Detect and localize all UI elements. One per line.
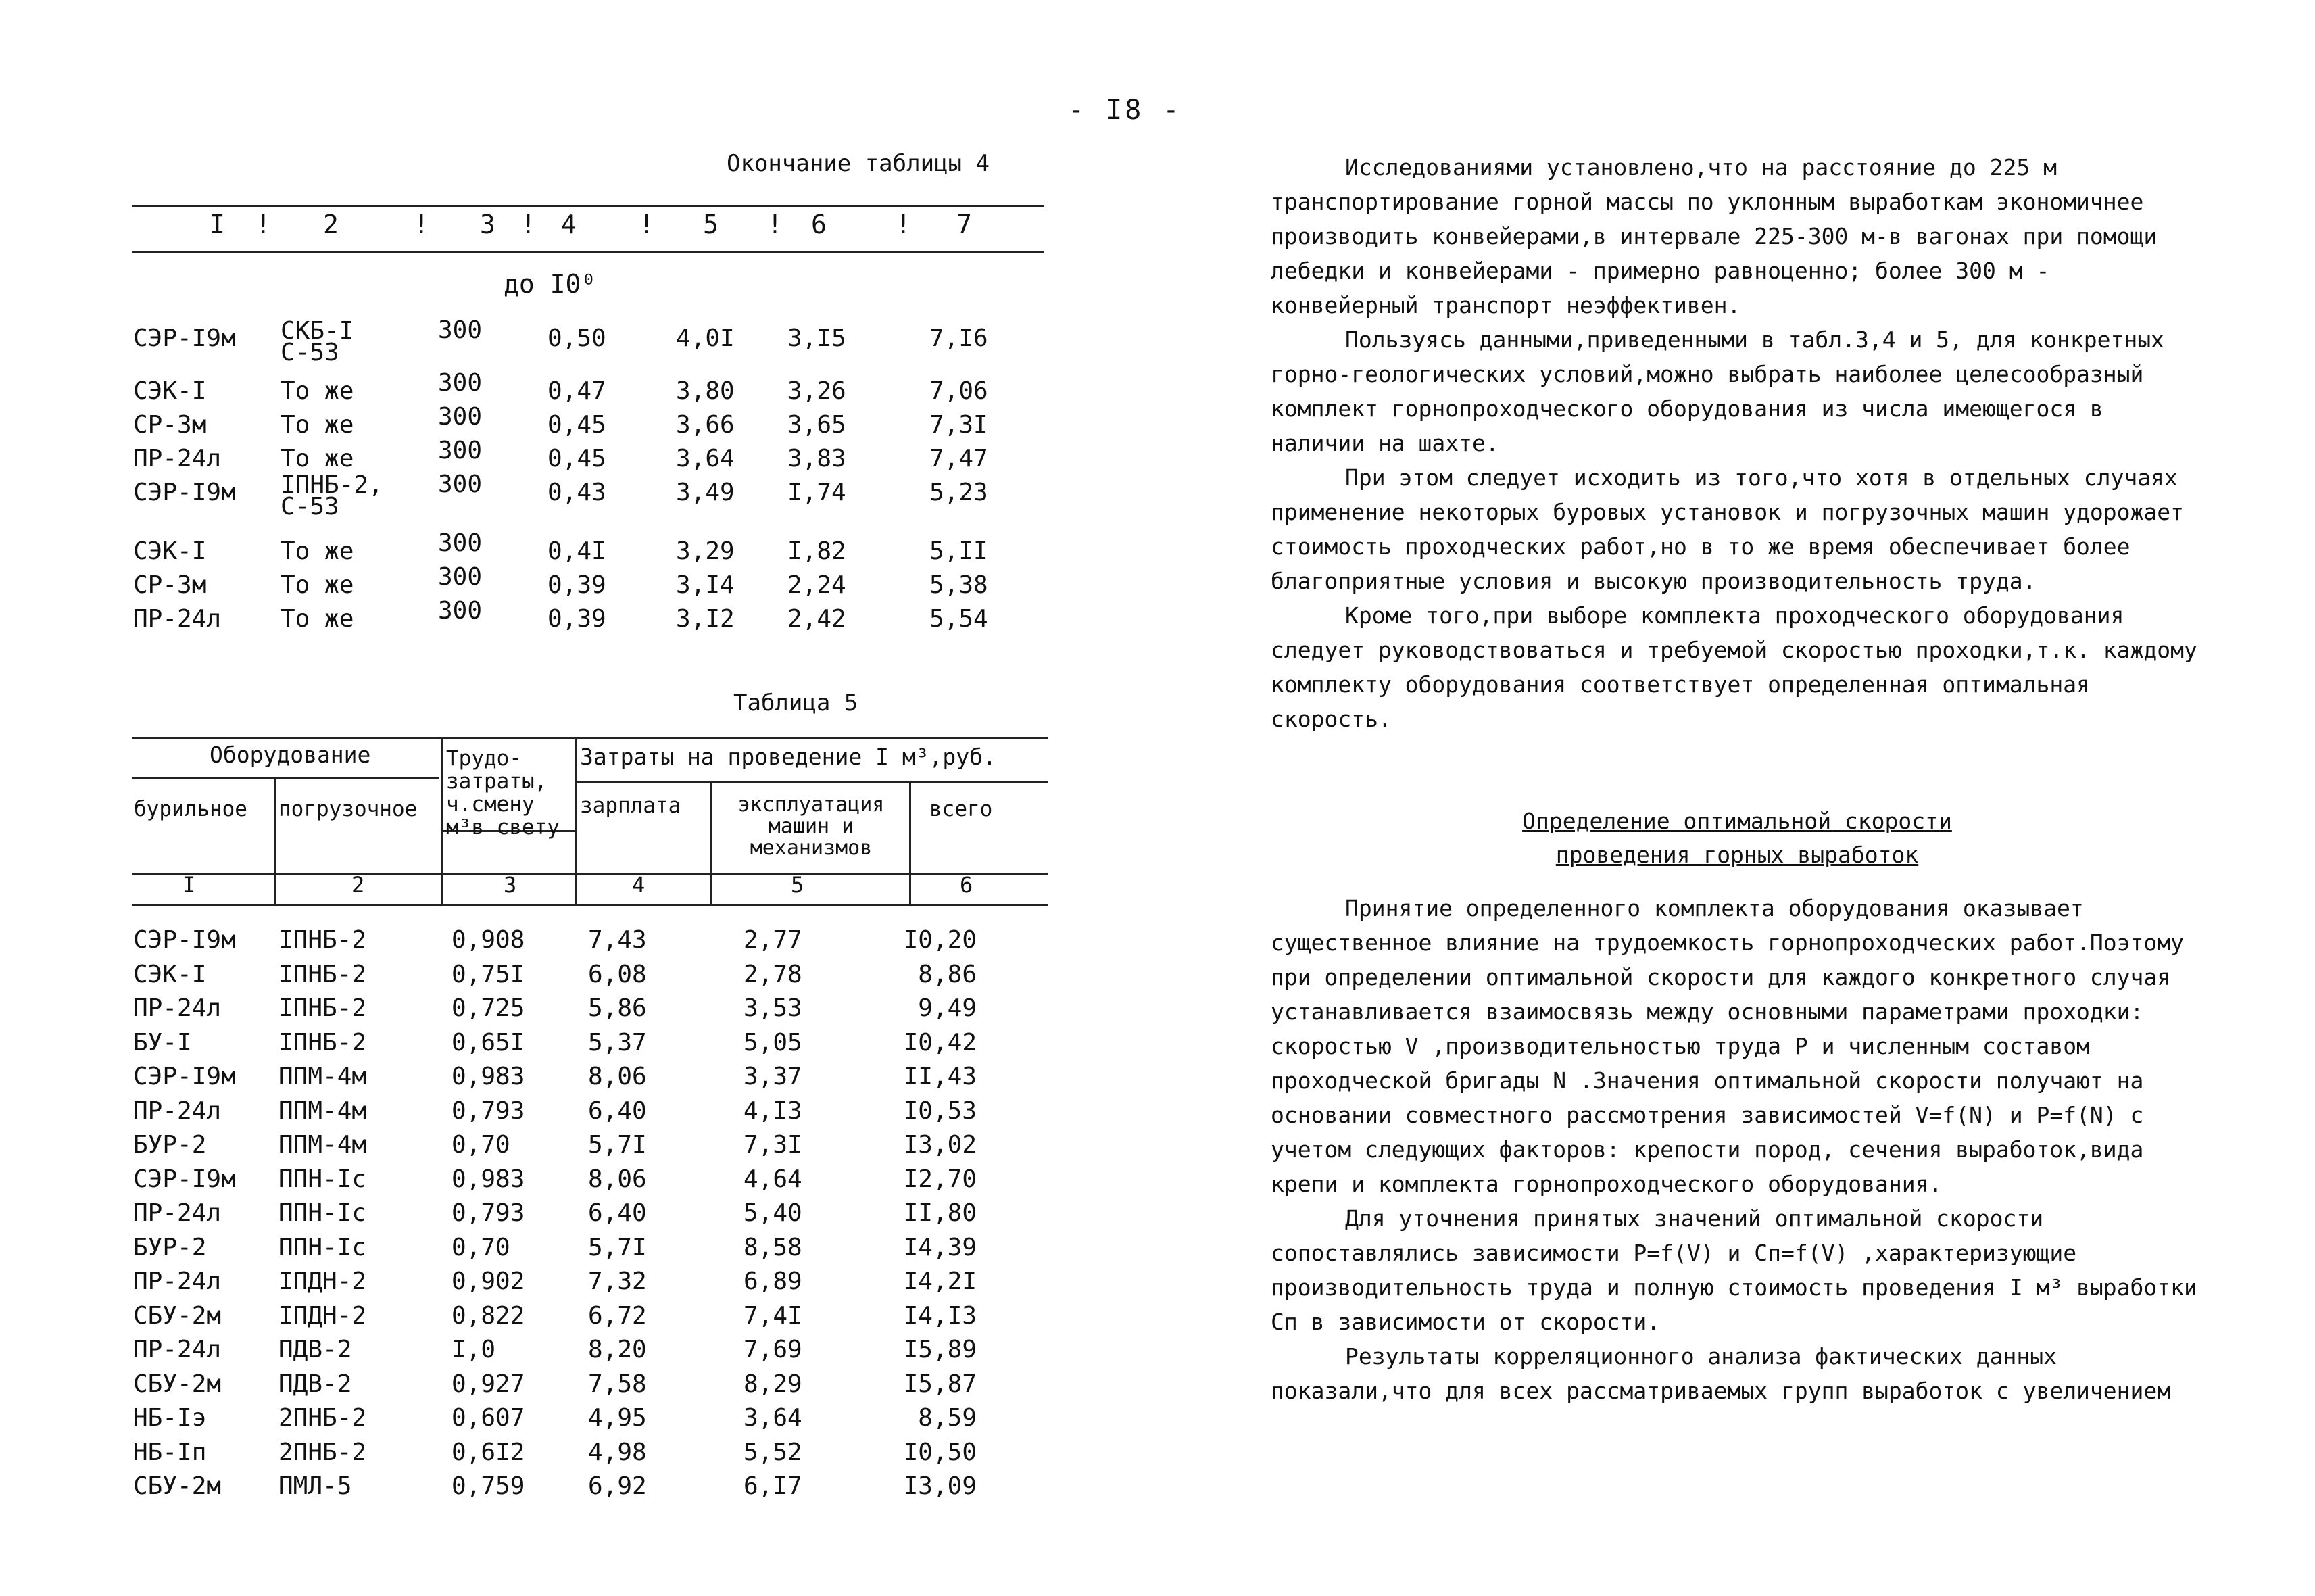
table5-cell: 0,759	[452, 1472, 525, 1500]
table5-cell: 5,40	[744, 1199, 802, 1227]
table5-cell: ППН-Iс	[278, 1233, 367, 1261]
table5-cell: 0,793	[452, 1096, 525, 1125]
table4-cell: 2,42	[787, 605, 846, 633]
table5-column-number: 6	[960, 872, 973, 898]
paragraph: При этом следует исходить из того,что хотя в отдельных случаях применение некоторых буровых установок и погрузочных машин удорожает стоимость проходческих работ,но в то же время обеспечивает более благоприятные условия и высокую производительность труда.	[1271, 464, 2185, 594]
table4-cell: 0,50	[547, 324, 606, 352]
table5-cell: IПНБ-2	[278, 1028, 367, 1057]
table4-cell: То же	[281, 537, 354, 565]
table5-cell: 4,I3	[744, 1096, 802, 1125]
table4-cell: 5,54	[929, 605, 988, 633]
table5-cell: I2,70	[903, 1165, 977, 1193]
paragraph: Пользуясь данными,приведенными в табл.3,4 и 5, для конкретных горно-геологических условий,можно выбрать наиболее целесообразный комплект горнопроходческого оборудования из числа имеющегося в наличии на шахте.	[1271, 327, 2164, 456]
table4-cell: 5,38	[929, 571, 988, 599]
table5-cell: ППМ-4м	[278, 1063, 367, 1090]
table4-header-separator: !	[414, 210, 429, 239]
table5-cell: 5,37	[588, 1028, 647, 1057]
table5-cell: 8,29	[744, 1370, 802, 1398]
table5-cell: 5,86	[588, 994, 647, 1022]
table5-cell: I3,09	[903, 1472, 977, 1500]
table5-hdr-total: всего	[929, 797, 993, 821]
table5-cell: 0,822	[452, 1301, 525, 1330]
table5-cell: 7,43	[588, 926, 647, 954]
table5-cell: IПДН-2	[278, 1267, 367, 1295]
table5-cell: 0,65I	[452, 1028, 525, 1057]
table5-cell: ПР-24л	[133, 1096, 222, 1125]
table4-cell: 300	[438, 316, 483, 344]
table4-cell: 3,I5	[787, 324, 846, 352]
table5-cell: I0,20	[903, 926, 977, 954]
table5-cell: СБУ-2м	[133, 1370, 222, 1398]
table5-cell: 8,06	[588, 1165, 647, 1193]
table4-cell: 3,64	[676, 445, 735, 473]
table4-cell: 5,23	[929, 479, 988, 506]
table5-cell: 4,64	[744, 1165, 802, 1193]
table5-cell: БУР-2	[133, 1131, 207, 1159]
table5-cell: IПНБ-2	[278, 994, 367, 1022]
table4-cell: ПР-24л	[133, 445, 222, 473]
table5-cell: 8,20	[588, 1336, 647, 1363]
table5-cell: I0,50	[903, 1438, 977, 1466]
table5-cell: НБ-Iп	[133, 1438, 207, 1466]
table5-cell: 6,40	[588, 1199, 647, 1227]
table4-top-rule	[132, 205, 1044, 207]
table4-header-cell: 6	[811, 210, 827, 239]
table5-column-number: I	[182, 872, 196, 898]
table4-cell: I,82	[787, 537, 846, 565]
table5-hdr-labor: Трудо-затраты, ч.смену м³в свету	[446, 746, 560, 840]
table4-cell: 0,39	[547, 571, 606, 599]
table4-header-separator: !	[255, 210, 271, 239]
table5-cell: 0,983	[452, 1165, 525, 1193]
table5-cell: 7,4I	[744, 1301, 802, 1330]
table5-hdr-wage: зарплата	[580, 794, 681, 818]
table5-cell: 0,75I	[452, 960, 525, 988]
table5-cell: 7,58	[588, 1370, 647, 1398]
table4-cell: 300	[438, 563, 483, 591]
table4-cell: 300	[438, 369, 483, 397]
table4-cell: То же	[281, 605, 354, 633]
table4-cell: 7,I6	[929, 324, 988, 352]
table4-cell: 0,43	[547, 479, 606, 506]
table5-hdr-costs: Затраты на проведение I м³,руб.	[580, 744, 996, 770]
table5-cell: 7,69	[744, 1336, 802, 1363]
table4-cell: СЭК-I	[133, 377, 207, 405]
table5-cell: ПР-24л	[133, 994, 222, 1022]
table5-cell: 2ПНБ-2	[278, 1438, 367, 1466]
table4-cell: 0,47	[547, 377, 606, 405]
table4-cell: 0,39	[547, 605, 606, 633]
table4-header-separator: !	[767, 210, 783, 239]
table5-cell: II,43	[903, 1063, 977, 1090]
table5-cell: I4,39	[903, 1233, 977, 1261]
table5-cell: I5,87	[903, 1370, 977, 1398]
table5-cell: IПНБ-2	[278, 960, 367, 988]
table5-cell: БУР-2	[133, 1233, 207, 1261]
table4-cell: 7,06	[929, 377, 988, 405]
table4-cell: 5,II	[929, 537, 988, 565]
table5-cell: IПДН-2	[278, 1301, 367, 1330]
table4-header-cell: 7	[956, 210, 972, 239]
table5-cell: 5,05	[744, 1028, 802, 1057]
table5-cell: 2,78	[744, 960, 802, 988]
paragraph: Для уточнения принятых значений оптимальной скорости сопоставлялись зависимости P=f(V) и Cп=f(V) ,характеризующие производительность труда и полную стоимость проведения I м³ выработки Cп в зависимости от скорости.	[1271, 1205, 2197, 1335]
table5-cell: 2ПНБ-2	[278, 1404, 367, 1432]
table5-cell: ПМЛ-5	[278, 1472, 352, 1500]
table5-cell: 7,3I	[744, 1131, 802, 1159]
table5-cell: 8,58	[744, 1233, 802, 1261]
table4-cell: СЭР-I9м	[133, 479, 236, 506]
table5-cell: 0,725	[452, 994, 525, 1022]
table4-cell: 300	[438, 437, 483, 464]
table5-cell: 8,59	[918, 1404, 977, 1432]
table5-hdr-drill: бурильное	[134, 797, 247, 821]
table5-cell: 8,86	[918, 960, 977, 988]
table5-cell: ПДВ-2	[278, 1336, 352, 1363]
table5-cell: IПНБ-2	[278, 926, 367, 954]
table5-cell: 0,908	[452, 926, 525, 954]
table4-cell: СР-3м	[133, 411, 207, 439]
table4-cell: СКБ-I С-53	[281, 317, 354, 366]
table5-column-number: 5	[791, 872, 804, 898]
table4-cell: СР-3м	[133, 571, 207, 599]
table5-cell: I4,2I	[903, 1267, 977, 1295]
table4-header-separator: !	[520, 210, 536, 239]
table4-cell: 7,47	[929, 445, 988, 473]
table5-cell: 6,89	[744, 1267, 802, 1295]
table5-cell: ППМ-4м	[278, 1096, 367, 1125]
table4-cell: 3,I4	[676, 571, 735, 599]
table5-cell: БУ-I	[133, 1028, 192, 1057]
table5-cell: 5,7I	[588, 1233, 647, 1261]
table5-cell: 6,72	[588, 1301, 647, 1330]
table5-cell: 0,927	[452, 1370, 525, 1398]
table4-cell: ПР-24л	[133, 605, 222, 633]
table4-cell: 300	[438, 597, 483, 625]
table4-cell: То же	[281, 571, 354, 599]
table5-cell: ПР-24л	[133, 1336, 222, 1363]
table4-header-separator: !	[639, 210, 654, 239]
table4-cell: 7,3I	[929, 411, 988, 439]
table4-cell: 300	[438, 470, 483, 498]
table5-cell: СЭР-I9м	[133, 1063, 236, 1090]
body-text-top	[1271, 150, 2203, 736]
table4-cell: 300	[438, 403, 483, 431]
table5-cell: 9,49	[918, 994, 977, 1022]
table5-cell: 5,52	[744, 1438, 802, 1466]
table5-cell: 5,7I	[588, 1131, 647, 1159]
table5-cell: ПР-24л	[133, 1199, 222, 1227]
table4-cell: 3,29	[676, 537, 735, 565]
table5-cell: ПР-24л	[133, 1267, 222, 1295]
table5-cell: СБУ-2м	[133, 1301, 222, 1330]
table5-cell: 0,70	[452, 1233, 510, 1261]
table5-cell: 7,32	[588, 1267, 647, 1295]
table5-cell: 3,53	[744, 994, 802, 1022]
section-heading-line: Определение оптимальной скорости	[1522, 808, 1952, 834]
table4-cell: СЭК-I	[133, 537, 207, 565]
table4-cell: То же	[281, 411, 354, 439]
table4-cell: То же	[281, 377, 354, 405]
table5-cell: ППМ-4м	[278, 1131, 367, 1159]
table5-cell: 0,983	[452, 1063, 525, 1090]
table5-cell: ППН-Iс	[278, 1199, 367, 1227]
table4-cell: 3,49	[676, 479, 735, 506]
table5-cell: 6,08	[588, 960, 647, 988]
table4-cell: 3,65	[787, 411, 846, 439]
table4-cell: 3,66	[676, 411, 735, 439]
table4-header-cell: 4	[561, 210, 577, 239]
table5-column-number: 4	[632, 872, 645, 898]
paragraph: Принятие определенного комплекта оборудования оказывает существенное влияние на трудоемкость горнопроходческих работ.Поэтому при определении оптимальной скорости для каждого конкретного случая устанавливается взаимосвязь между основными параметрами проходки: скоростью V ,производительностью труда P и численным составом проходческой бригады N .Значения оптимальной скорости получают на основании совместного рассмотрения зависимостей V=f(N) и P=f(N) с учетом следующих факторов: крепости пород, сечения выработок,вида крепи и комплекта горнопроходческого оборудования.	[1271, 895, 2185, 1197]
section-heading	[1271, 804, 2203, 872]
table5-cell: 4,95	[588, 1404, 647, 1432]
table4-cell: 0,45	[547, 411, 606, 439]
table5-cell: НБ-Iэ	[133, 1404, 207, 1432]
table5-cell: I3,02	[903, 1131, 977, 1159]
table5-cell: II,80	[903, 1199, 977, 1227]
table5-cell: I4,I3	[903, 1301, 977, 1330]
table4-cell: 300	[438, 529, 483, 557]
table5-hdr-equipment: Оборудование	[210, 742, 371, 768]
table4-header-cell: 3	[480, 210, 495, 239]
body-text-bottom	[1271, 891, 2203, 1408]
table4-header-separator: !	[896, 210, 911, 239]
table4-header-cell: 5	[703, 210, 718, 239]
table4-cell: 3,I2	[676, 605, 735, 633]
table4-cell: 3,26	[787, 377, 846, 405]
table5-hdr-loader: погрузочное	[278, 797, 418, 821]
table5-cell: I5,89	[903, 1336, 977, 1363]
table5-cell: СБУ-2м	[133, 1472, 222, 1500]
table5-cell: СЭР-I9м	[133, 926, 236, 954]
table5-cell: 6,40	[588, 1096, 647, 1125]
table5-cell: ПДВ-2	[278, 1370, 352, 1398]
table4-cell: 2,24	[787, 571, 846, 599]
table4-cell: 0,4I	[547, 537, 606, 565]
section-heading-line: проведения горных выработок	[1555, 842, 1919, 868]
table5-cell: ППН-Iс	[278, 1165, 367, 1193]
table5-cell: 0,607	[452, 1404, 525, 1432]
table5-column-number: 2	[351, 872, 365, 898]
table4-header-cell: I	[210, 210, 225, 239]
table5-cell: СЭР-I9м	[133, 1165, 236, 1193]
table5-cell: СЭК-I	[133, 960, 207, 988]
table5-cell: 8,06	[588, 1063, 647, 1090]
table4-cell: 4,0I	[676, 324, 735, 352]
table5-cell: 6,I7	[744, 1472, 802, 1500]
table5-cell: I0,53	[903, 1096, 977, 1125]
table4-cell: То же	[281, 445, 354, 473]
table4-subheader: до I0⁰	[504, 269, 597, 299]
table5-cell: 3,64	[744, 1404, 802, 1432]
table5-cell: 0,70	[452, 1131, 510, 1159]
table5-column-number: 3	[504, 872, 517, 898]
table5-cell: 2,77	[744, 926, 802, 954]
table5-cell: 0,793	[452, 1199, 525, 1227]
table4-cell: I,74	[787, 479, 846, 506]
paragraph: Исследованиями установлено,что на расстояние до 225 м транспортирование горной массы по уклонным выработкам экономичнее производить конвейерами,в интервале 225-300 м-в вагонах при помощи лебедки и конвейерами - примерно равноценно; более 300 м - конвейерный транспорт неэффективен.	[1271, 154, 2158, 318]
table4-caption: Окончание таблицы 4	[727, 150, 990, 177]
table4-cell: 3,80	[676, 377, 735, 405]
table4-cell: 3,83	[787, 445, 846, 473]
table5-hdr-exploit: эксплуатация машин и механизмов	[737, 793, 885, 860]
table5-cell: 4,98	[588, 1438, 647, 1466]
table4-header-cell: 2	[323, 210, 339, 239]
page-number: - I8 -	[1068, 95, 1182, 126]
table4-cell: 0,45	[547, 445, 606, 473]
paragraph: Результаты корреляционного анализа фактических данных показали,что для всех рассматриваемых групп выработок с увеличением	[1271, 1343, 2171, 1404]
table5-cell: I,0	[452, 1336, 496, 1363]
paragraph: Кроме того,при выборе комплекта проходческого оборудования следует руководствоваться и требуемой скоростью проходки,т.к. каждому комплекту оборудования соответствует определенная оптимальная скорость.	[1271, 602, 2197, 732]
table4-cell: СЭР-I9м	[133, 324, 236, 352]
table5-cell: 3,37	[744, 1063, 802, 1090]
table4-header-rule	[132, 251, 1044, 253]
table5-caption: Таблица 5	[733, 690, 858, 717]
table5-cell: 0,6I2	[452, 1438, 525, 1466]
table5-cell: 6,92	[588, 1472, 647, 1500]
table4-cell: IПНБ-2, С-53	[281, 471, 383, 521]
table5-cell: I0,42	[903, 1028, 977, 1057]
table5-cell: 0,902	[452, 1267, 525, 1295]
